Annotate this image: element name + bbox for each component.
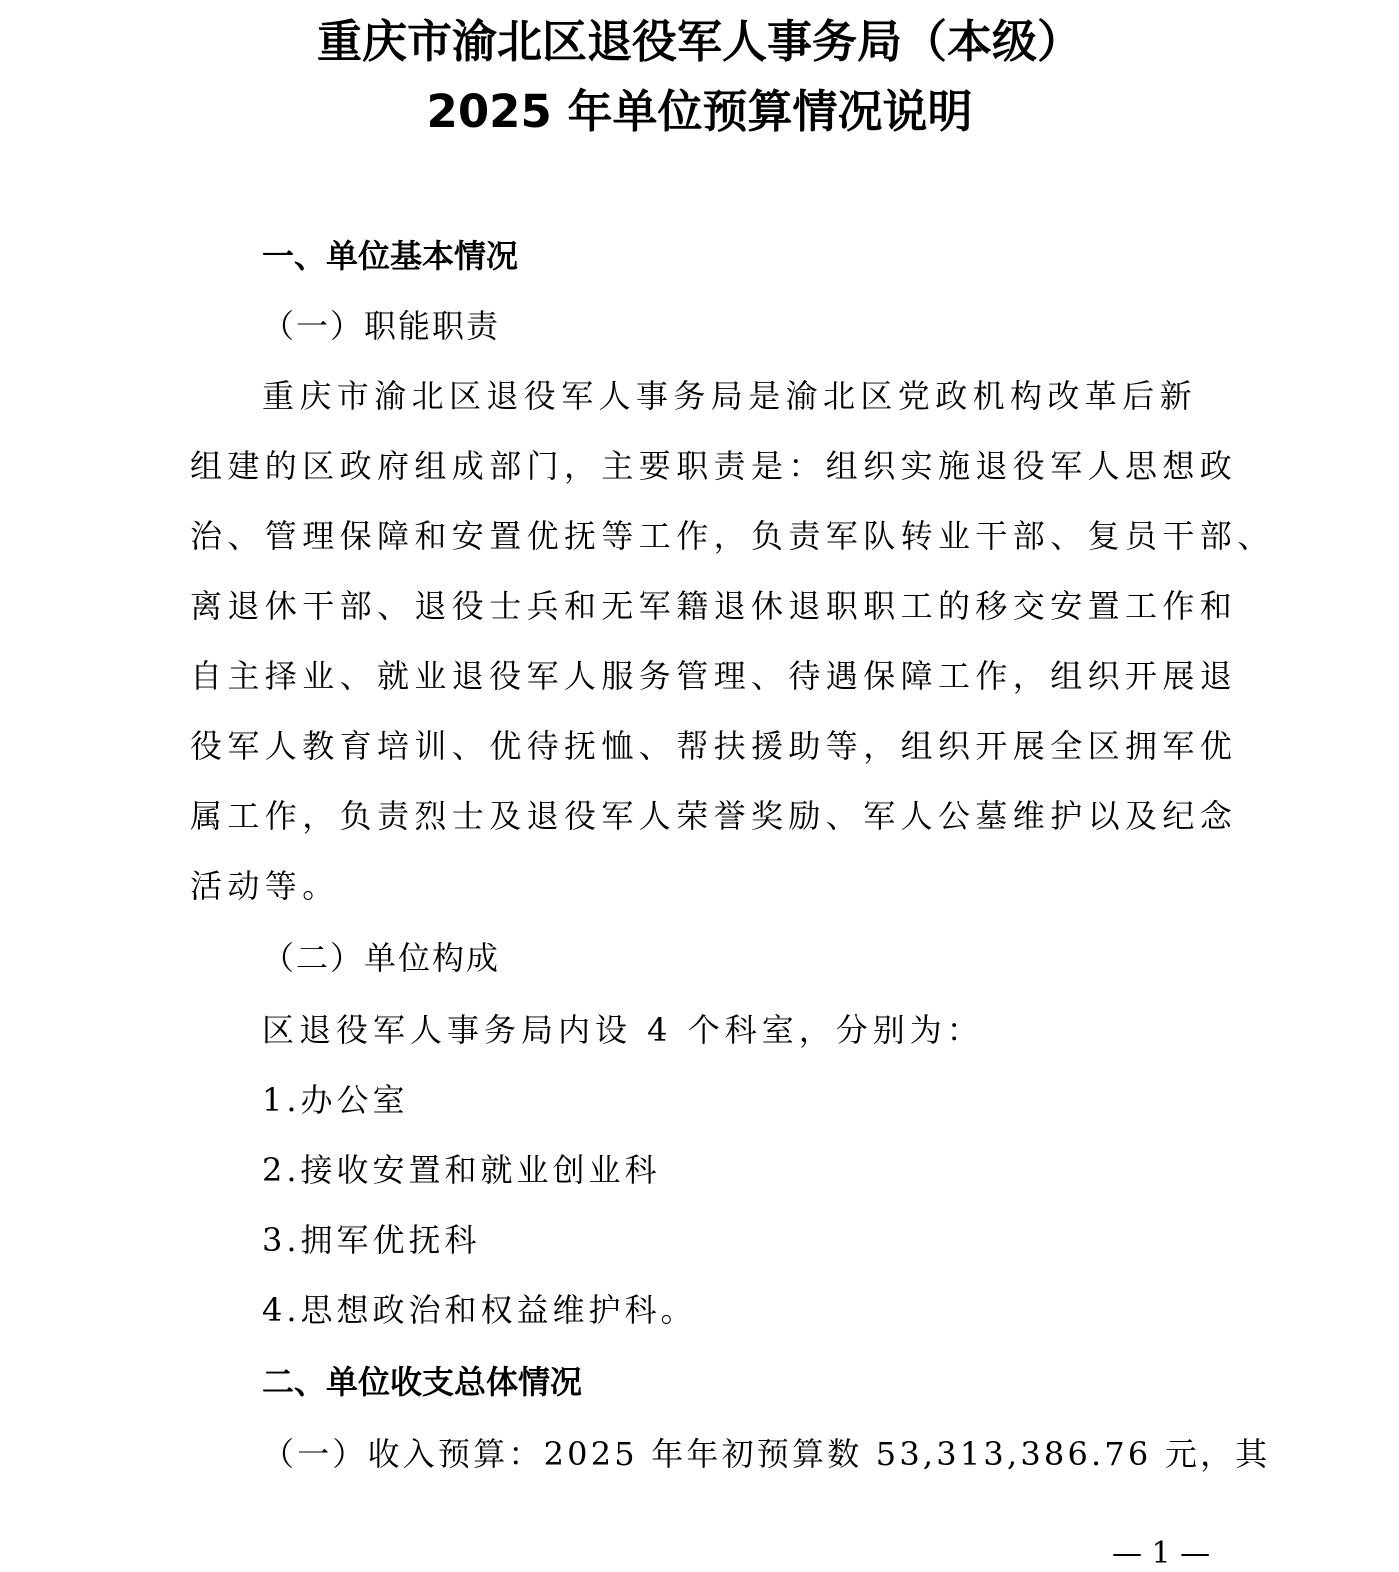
paragraph-line: 属工作，负责烈士及退役军人荣誉奖励、军人公墓维护以及纪念 (190, 797, 1238, 835)
paragraph-line: 组建的区政府组成部门，主要职责是：组织实施退役军人思想政 (190, 447, 1238, 485)
document-title-line-2: 2025 年单位预算情况说明 (426, 85, 973, 138)
list-item: 1.办公室 (262, 1081, 409, 1119)
list-item: 3.拥军优抚科 (262, 1221, 481, 1259)
paragraph-line: 自主择业、就业退役军人服务管理、待遇保障工作，组织开展退 (190, 657, 1238, 695)
section-2-heading: 二、单位收支总体情况 (262, 1363, 583, 1401)
paragraph-line: 治、管理保障和安置优抚等工作，负责军队转业干部、复员干部、 (190, 517, 1275, 555)
paragraph-line: 活动等。 (190, 867, 340, 905)
page-number: — 1 — (1112, 1536, 1211, 1571)
list-item: 2.接收安置和就业创业科 (262, 1151, 661, 1189)
list-item: 4.思想政治和权益维护科。 (262, 1291, 697, 1329)
section-1-heading: 一、单位基本情况 (262, 237, 519, 275)
paragraph-line: 离退休干部、退役士兵和无军籍退休退职职工的移交安置工作和 (190, 587, 1238, 625)
document-title-line-1: 重庆市渝北区退役军人事务局（本级） (316, 15, 1082, 68)
paragraph-line: 役军人教育培训、优待抚恤、帮扶援助等，组织开展全区拥军优 (190, 727, 1238, 765)
structure-intro: 区退役军人事务局内设 4 个科室，分别为： (262, 1011, 984, 1049)
paragraph-line: 重庆市渝北区退役军人事务局是渝北区党政机构改革后新 (262, 377, 1198, 415)
income-budget-line: （一）收入预算：2025 年年初预算数 53,313,386.76 元，其 (262, 1435, 1271, 1473)
subsection-duties-heading: （一）职能职责 (262, 307, 501, 345)
subsection-structure-heading: （二）单位构成 (262, 939, 501, 977)
